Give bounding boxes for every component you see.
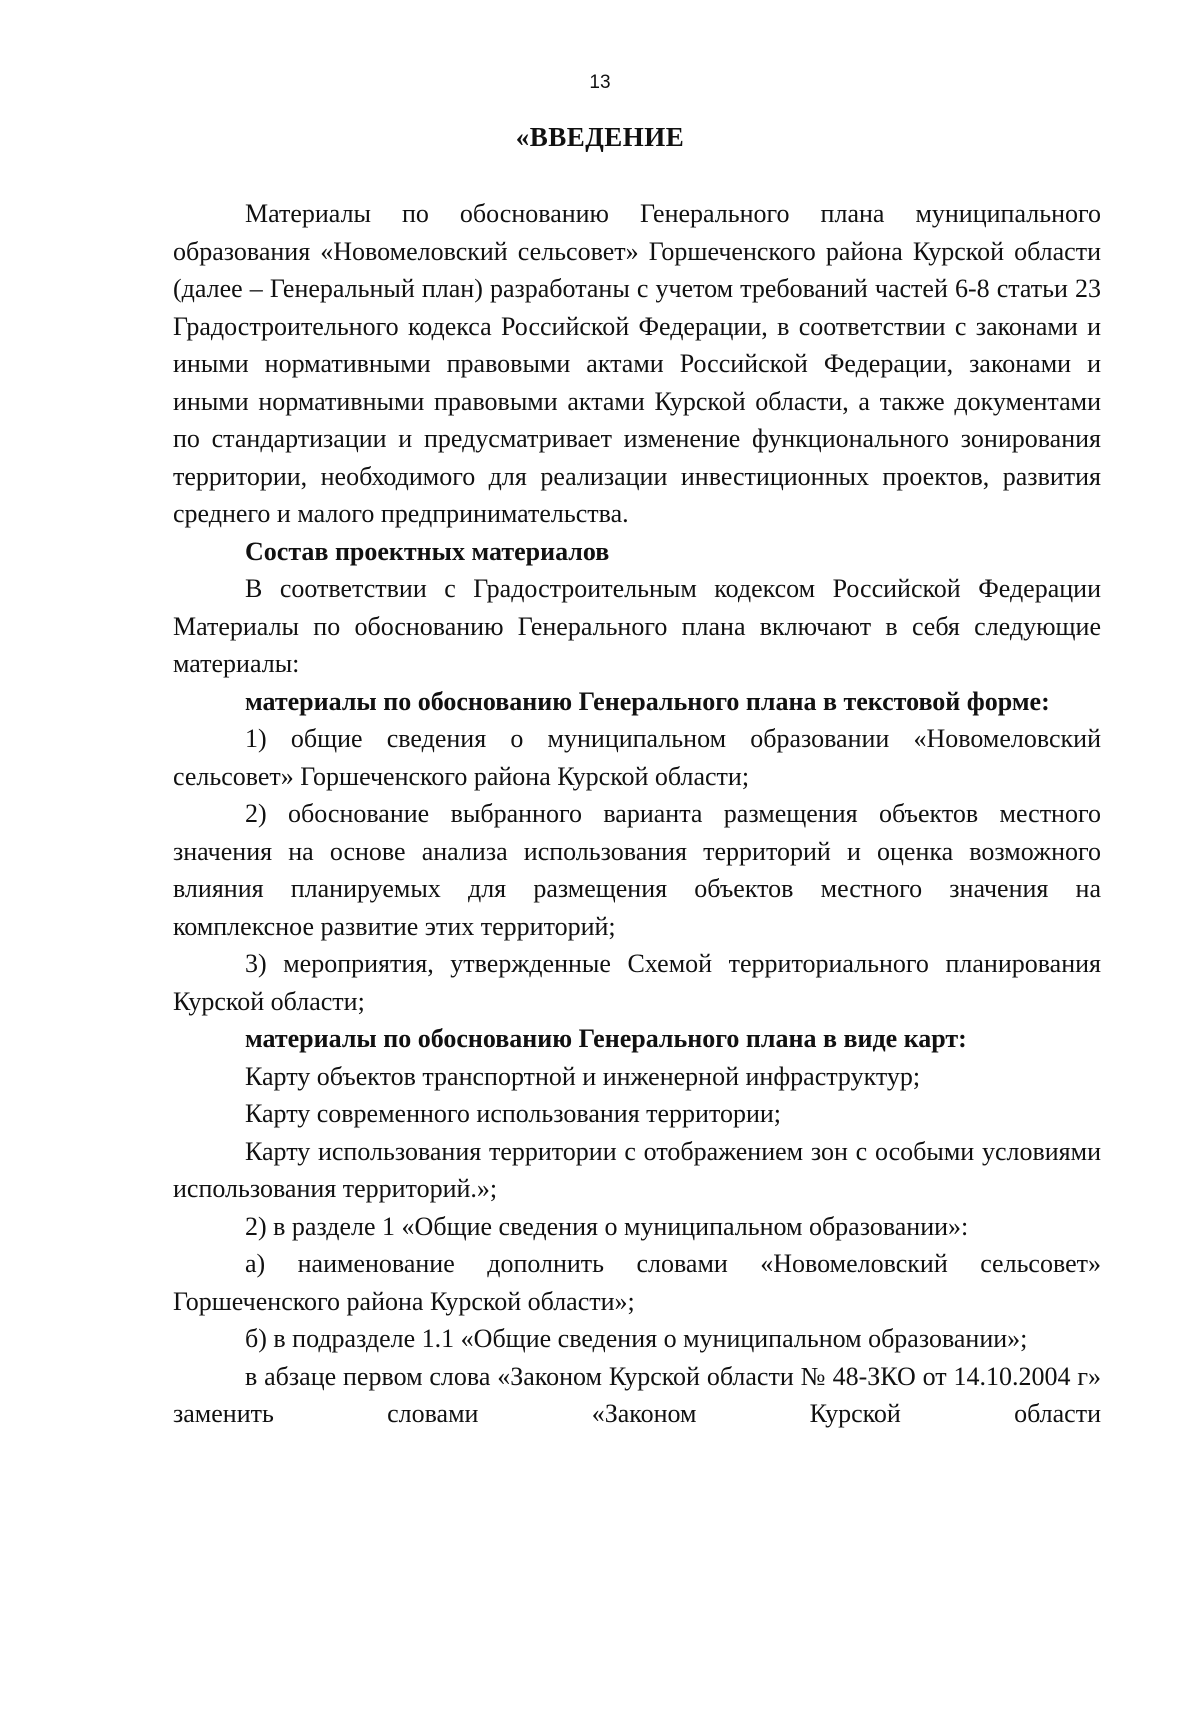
subheading-composition: Состав проектных материалов [245, 536, 610, 566]
list-item-3: 3) мероприятия, утвержденные Схемой территориального планирования Курской области; [173, 949, 1101, 1016]
map-item-3: Карту использования территории с отображением зон с особыми условиями использования территорий.»; [173, 1136, 1101, 1203]
subheading-text-materials: материалы по обоснованию Генерального плана в текстовой форме: [245, 686, 1050, 716]
paragraph-intro: Материалы по обоснованию Генерального плана муниципального образования «Новомеловский сельсовет» Горшеченского района Курской области (далее – Генеральный план) разработаны с учетом требований частей 6-8 статьи 23 Градостроительного кодекса Российской Федерации, в соответствии с законами и иными нормативными правовыми актами Российской Федерации, законами и иными нормативными правовыми актами Курской области, а также документами по стандартизации и предусматривает изменение функционального зонирования территории, необходимого для реализации инвестиционных проектов, развития среднего и малого предпринимательства. [173, 199, 1101, 528]
page-number: 13 [589, 72, 611, 93]
list-item-1: 1) общие сведения о муниципальном образовании «Новомеловский сельсовет» Горшеченского района Курской области; [173, 724, 1101, 791]
amendment-a: а) наименование дополнить словами «Новомеловский сельсовет» Горшеченского района Курской области»; [173, 1249, 1101, 1316]
subheading-map-materials: материалы по обоснованию Генерального плана в виде карт: [245, 1024, 967, 1053]
map-item-1: Карту объектов транспортной и инженерной инфраструктур; [245, 1061, 921, 1091]
amendment-paragraph-first: в абзаце первом слова «Законом Курской области № 48-ЗКО от 14.10.2004 г» заменить словами «Законом Курской области [173, 1361, 1101, 1428]
document-body [173, 195, 1101, 1433]
paragraph-composition: В соответствии с Градостроительным кодексом Российской Федерации Материалы по обоснованию Генерального плана включают в себя следующие материалы: [173, 574, 1101, 678]
amendment-section-1: 2) в разделе 1 «Общие сведения о муниципальном образовании»: [245, 1211, 969, 1241]
list-item-2: 2) обоснование выбранного варианта размещения объектов местного значения на основе анализа использования территорий и оценка возможного влияния планируемых для размещения объектов местного значения на комплексное развитие этих территорий; [173, 799, 1101, 941]
amendment-b: б) в подразделе 1.1 «Общие сведения о муниципальном образовании»; [245, 1324, 1028, 1353]
section-heading: «ВВЕДЕНИЕ [515, 122, 685, 152]
map-item-2: Карту современного использования территории; [245, 1099, 782, 1128]
